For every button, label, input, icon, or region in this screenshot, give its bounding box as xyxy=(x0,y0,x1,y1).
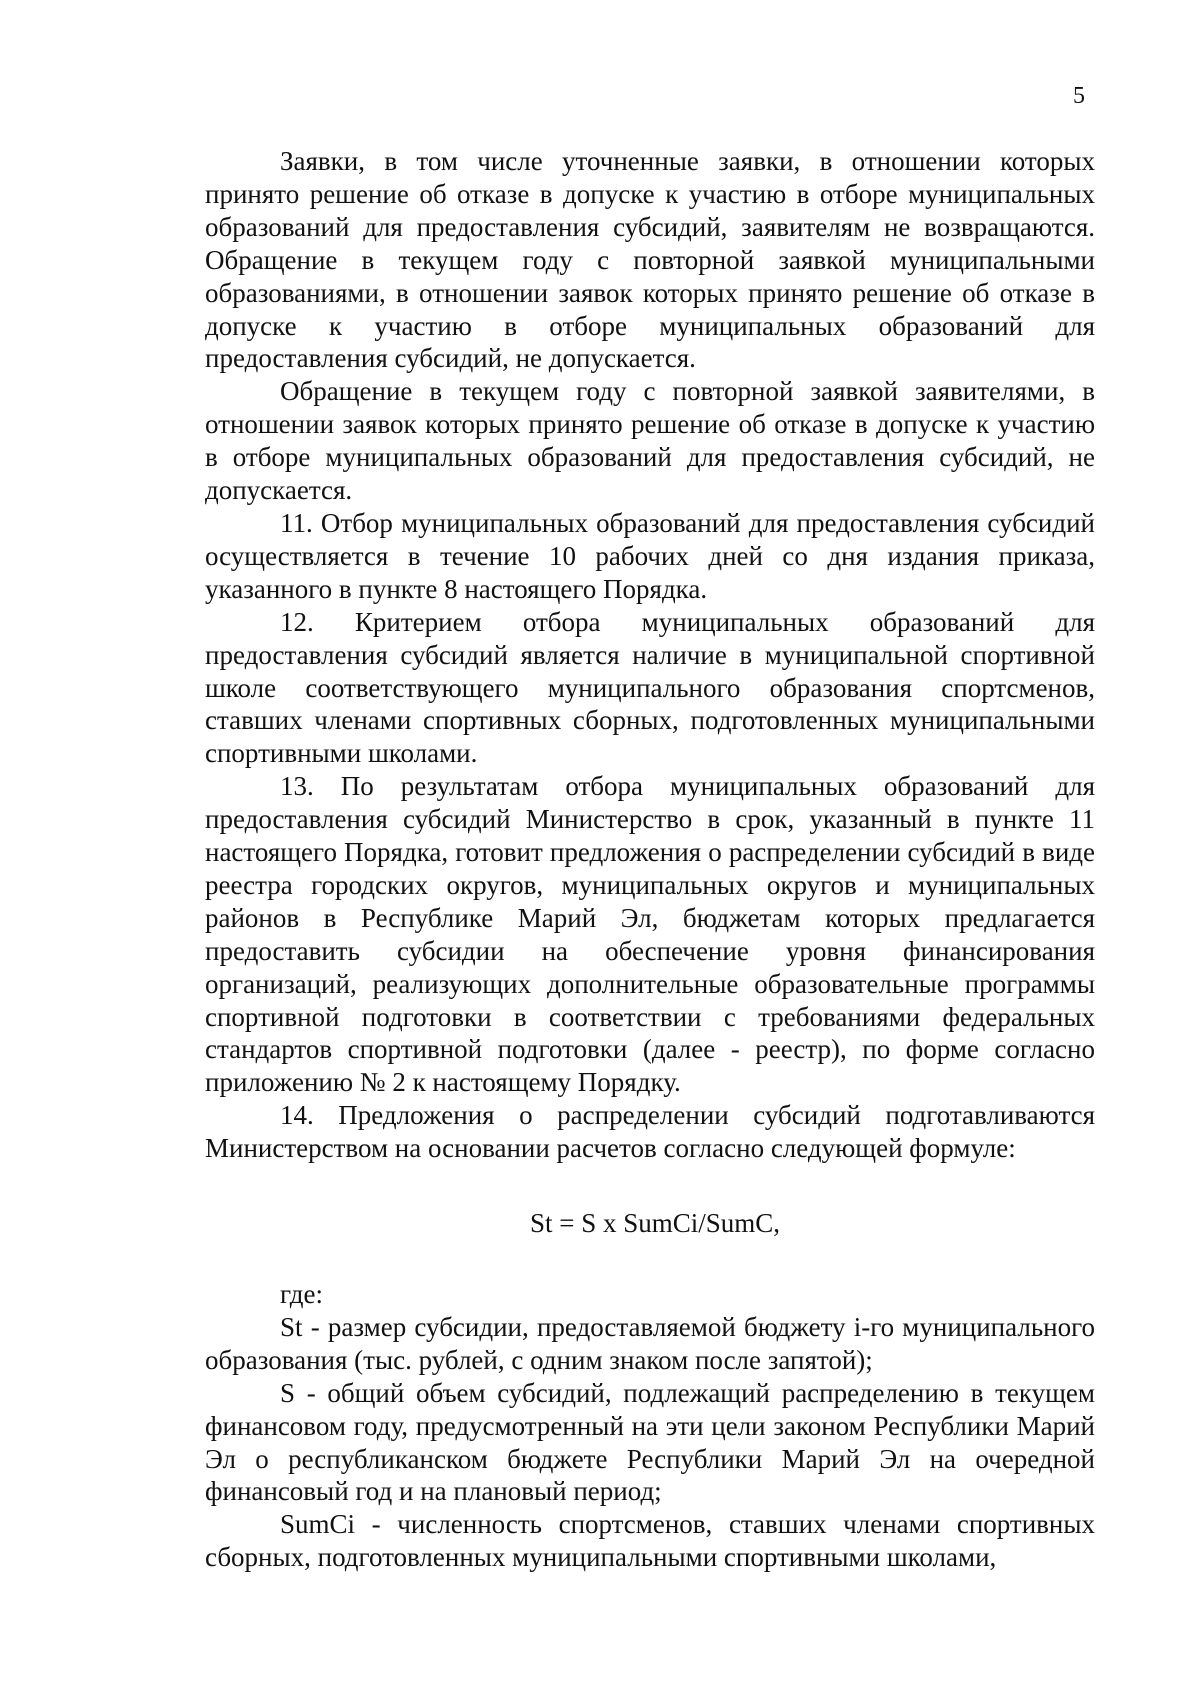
paragraph-repeat-application: Обращение в текущем году с повторной заявкой заявителями, в отношении заявок которых принято решение об отказе в допуске к участию в отборе муниципальных образований для предоставления субсидий, не допускается. xyxy=(205,376,1095,506)
definition-sumci: SumCi - численность спортсменов, ставших членами спортивных сборных, подготовленных муниципальными спортивными школами, xyxy=(205,1509,1095,1573)
paragraph-item-13: 13. По результатам отбора муниципальных образований для предоставления субсидий Министерство в срок, указанный в пункте 11 настоящего Порядка, готовит предложения о распределении субсидий в виде реестра городских округов, муниципальных округов и муниципальных районов в Республике Марий Эл, бюджетам которых предлагается предоставить субсидии на обеспечение уровня финансирования организаций, реализующих дополнительные образовательные программы спортивной подготовки в соответствии с требованиями федеральных стандартов спортивной подготовки (далее - реестр), по форме согласно приложению № 2 к настоящему Порядку. xyxy=(205,771,1095,1098)
definition-st: St - размер субсидии, предоставляемой бюджету i-го муниципального образования (тыс. рублей, с одним знаком после запятой); xyxy=(205,1311,1095,1375)
where-label: где: xyxy=(280,1279,323,1309)
paragraph-rejected-applications: Заявки, в том числе уточненные заявки, в отношении которых принято решение об отказе в допуске к участию в отборе муниципальных образований для предоставления субсидий, заявителям не возвращаются. Обращение в текущем году с повторной заявкой муниципальными образованиями, в отношении заявок которых принято решение об отказе в допуске к участию в отборе муниципальных образований для предоставления субсидий, не допускается. xyxy=(205,146,1095,374)
definition-s: S - общий объем субсидий, подлежащий распределению в текущем финансовом году, предусмотренный на эти цели законом Республики Марий Эл о республиканском бюджете Республики Марий Эл на очередной финансовый год и на плановый период; xyxy=(205,1377,1095,1507)
paragraph-item-14: 14. Предложения о распределении субсидий подготавливаются Министерством на основании расчетов согласно следующей формуле: xyxy=(205,1100,1095,1164)
page-number: 5 xyxy=(1073,83,1085,109)
paragraph-item-12: 12. Критерием отбора муниципальных образований для предоставления субсидий является наличие в муниципальной спортивной школе соответствующего муниципального образования спортсменов, ставших членами спортивных сборных, подготовленных муниципальными спортивными школами. xyxy=(205,606,1095,769)
document-body xyxy=(205,145,1095,1574)
subsidy-formula: St = S x SumCi/SumC, xyxy=(529,1208,781,1239)
paragraph-item-11: 11. Отбор муниципальных образований для предоставления субсидий осуществляется в течение 10 рабочих дней со дня издания приказа, указанного в пункте 8 настоящего Порядка. xyxy=(205,507,1095,604)
